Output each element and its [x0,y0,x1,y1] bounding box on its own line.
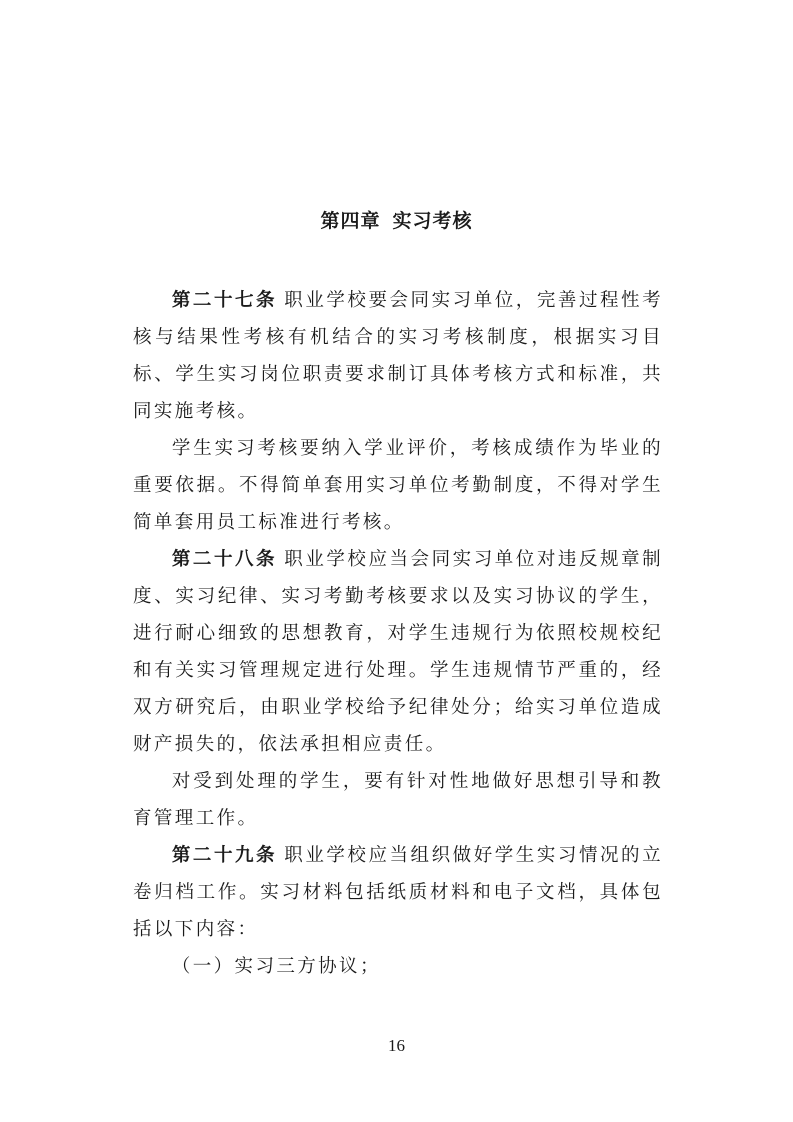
paragraph-assessment [133,430,663,541]
chapter-number: 第四章 [320,210,381,232]
article-number: 第二十七条 [171,290,278,311]
paragraph-text: 职业学校应当组织做好学生实习情况的立卷归档工作。实习材料包括纸质材料和电子文档，具体包括以下内容： [133,845,663,940]
paragraph-text: 职业学校要会同实习单位，完善过程性考核与结果性考核有机结合的实习考核制度，根据实习目标、学生实习岗位职责要求制订具体考核方式和标准，共同实施考核。 [133,290,663,422]
paragraph-text: 对受到处理的学生，要有针对性地做好思想引导和教育管理工作。 [133,771,663,829]
paragraph-text: （一）实习三方协议； [171,956,381,977]
article-number: 第二十九条 [171,845,278,866]
paragraph-text: 学生实习考核要纳入学业评价，考核成绩作为毕业的重要依据。不得简单套用实习单位考勤制度，不得对学生简单套用员工标准进行考核。 [133,438,663,533]
paragraph-article-28 [133,541,663,763]
list-item-1 [133,948,663,985]
paragraph-article-27 [133,282,663,430]
article-number: 第二十八条 [171,549,278,570]
paragraph-text: 职业学校应当会同实习单位对违反规章制度、实习纪律、实习考勤考核要求以及实习协议的学生，进行耐心细致的思想教育，对学生违规行为依照校规校纪和有关实习管理规定进行处理。学生违规情节严重的，经双方研究后，由职业学校给予纪律处分；给实习单位造成财产损失的，依法承担相应责任。 [133,549,663,755]
chapter-heading [0,206,793,236]
body-text [133,282,663,985]
chapter-title: 实习考核 [392,210,473,232]
paragraph-guidance [133,763,663,837]
paragraph-article-29 [133,837,663,948]
page-number: 16 [388,1036,405,1055]
